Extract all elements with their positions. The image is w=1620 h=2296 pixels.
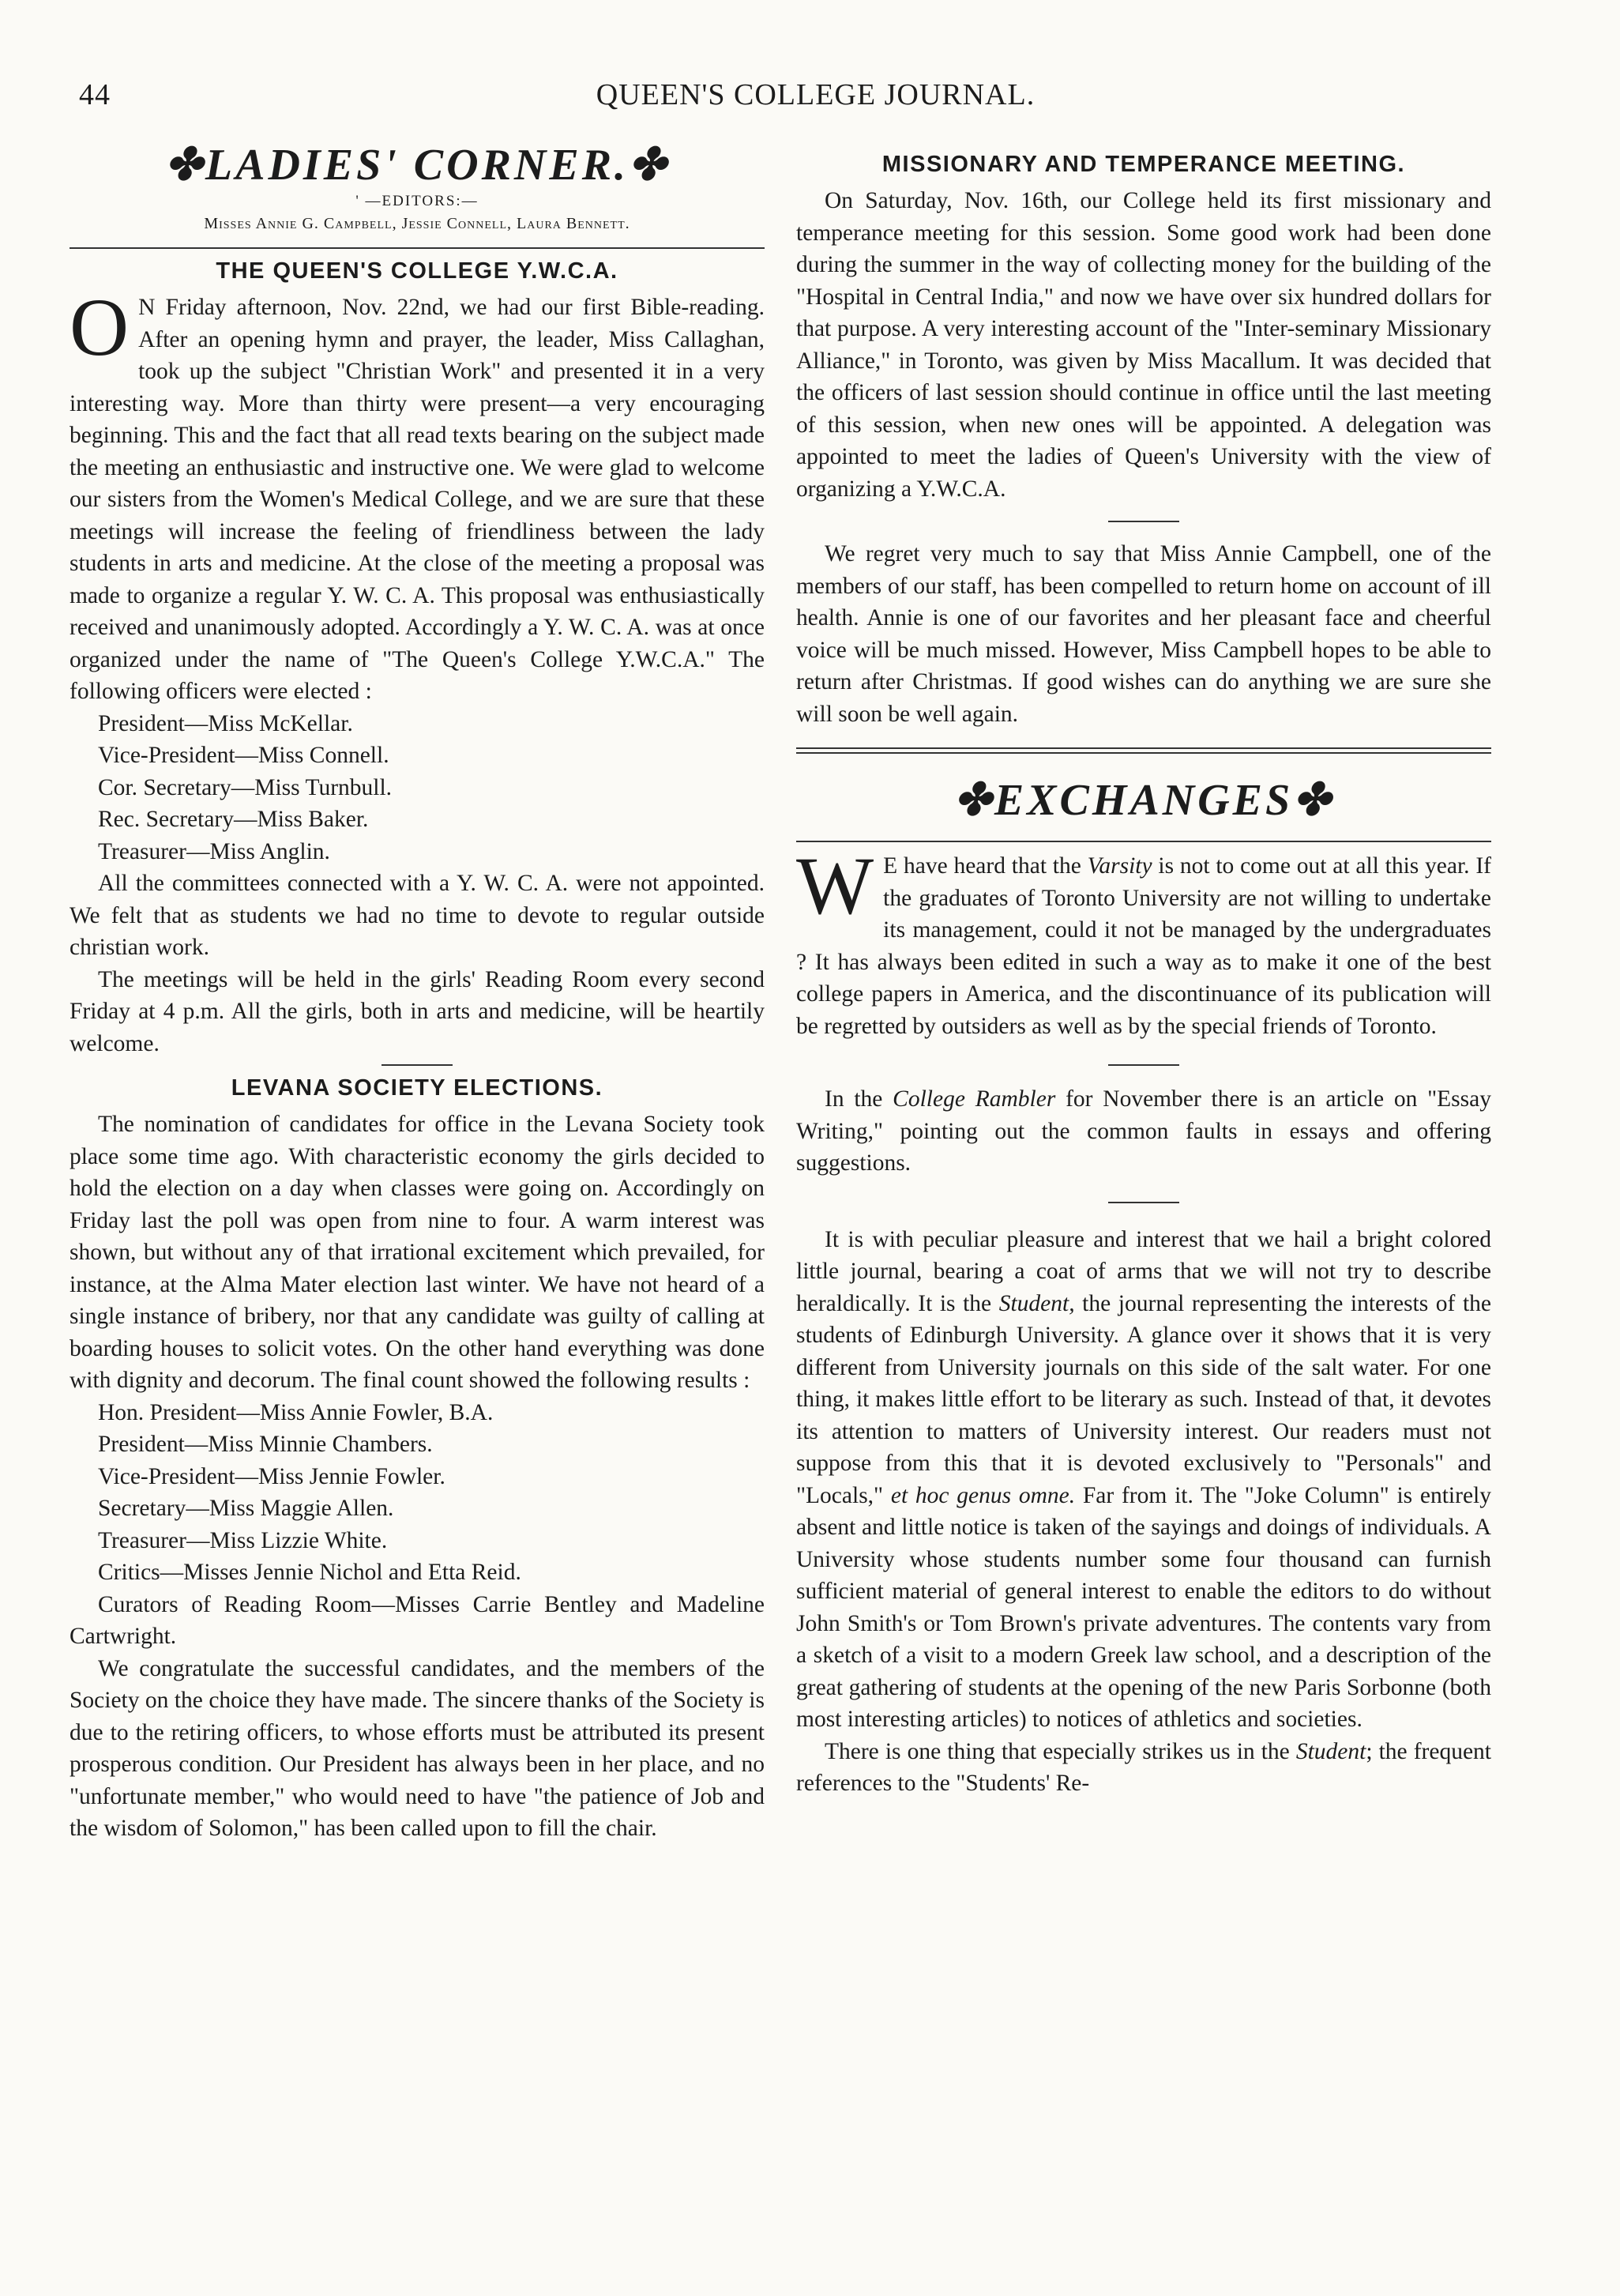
missionary-heading: MISSIONARY AND TEMPERANCE MEETING.: [881, 152, 1406, 177]
list-item: Critics—Misses Jennie Nichol and Etta Reid.: [98, 1560, 521, 1585]
divider-rule: [382, 1064, 453, 1066]
right-column: [796, 139, 1491, 1800]
divider-rule: [1108, 1064, 1179, 1066]
list-item: Rec. Secretary—Miss Baker.: [98, 807, 369, 832]
exchanges-paragraph-2: [796, 1083, 1491, 1180]
editors-names: Misses Annie G. Campbell, Jessie Connell, Laura Bennett.: [204, 215, 630, 232]
drop-cap: O: [70, 282, 130, 373]
exchanges-paragraph-3: [796, 1224, 1491, 1736]
editors-label: ' —EDITORS:—: [355, 193, 479, 209]
left-column: [70, 139, 765, 1845]
ywca-p1-text: N Friday afternoon, Nov. 22nd, we had our first Bible-reading. After an opening hymn and prayer, the leader, Miss Callaghan, took up the subject "Christian Work" and presented it in a very interesting way. More than thirty were present—a very encouraging beginning. This and the fact that all read texts bearing on the subject made the meeting an enthusiastic and instructive one. We were glad to welcome our sisters from the Women's Medical College, and we are sure that these meetings will increase the feeling of friendliness between the lady students in arts and medicine. At the close of the meeting a proposal was made to organize a regular Y. W. C. A. This proposal was enthusiastically received and unanimously adopted. Accordingly a Y. W. C. A. was at once organized under the name of "The Queen's College Y.W.C.A." The following officers were elected :: [70, 295, 765, 704]
student-title: Student,: [998, 1290, 1075, 1316]
list-item: President—Miss Minnie Chambers.: [98, 1432, 433, 1457]
latin-phrase: et hoc genus omne.: [890, 1482, 1076, 1508]
exchanges-paragraph-1: [796, 841, 1491, 1042]
varsity-title: Varsity: [1087, 853, 1152, 879]
exchanges-title: ✤EXCHANGES✤: [953, 776, 1334, 825]
ladies-corner-title: ✤LADIES' CORNER.✤: [165, 141, 669, 190]
levana-paragraph-1: The nomination of candidates for office in the Levana Society took place some time ago. With characteristic economy the girls decided to hold the election on a day when classes were going on. Accordingly on Friday last the poll was open from nine to four. A warm interest was shown, but without any of that irrational excitement which prevailed, for instance, at the Alma Mater election last winter. We have not heard of a single instance of bribery, nor that any candidate was guilty of calling at boarding houses to solicit votes. On the other hand everything was done with dignity and decorum. The final count showed the following results :: [70, 1112, 765, 1393]
list-item: Cor. Secretary—Miss Turnbull.: [98, 774, 393, 800]
ywca-paragraph-1: [70, 282, 765, 708]
running-head: [79, 77, 1552, 125]
missionary-paragraph-2: We regret very much to say that Miss Annie Campbell, one of the members of our staff, has been compelled to return home on account of ill health. Annie is one of our favorites and her pleasant face and cheerful voice will be much missed. However, Miss Campbell hopes to be able to return after Christmas. If good wishes can do anything we are sure she will soon be well again.: [796, 541, 1491, 727]
list-item: President—Miss McKellar.: [98, 710, 353, 736]
exchanges-paragraph-4: [796, 1736, 1491, 1800]
list-item: Hon. President—Miss Annie Fowler, B.A.: [98, 1399, 494, 1425]
divider-rule: [1108, 1202, 1179, 1203]
levana-results-list: [70, 1397, 765, 1589]
exchanges-p2-text: In the: [825, 1086, 893, 1112]
ywca-officers-list: [70, 708, 765, 868]
exchanges-p4-text: There is one thing that especially strikes us in the: [825, 1738, 1296, 1764]
page-number: 44: [79, 78, 111, 111]
exchanges-p2-text-2: for November there is an article on "Essay Writing," pointing out the common faults in essays and offering suggestions.: [796, 1086, 1491, 1176]
list-item: Vice-President—Miss Jennie Fowler.: [98, 1463, 445, 1489]
exchanges-p1-text: E have heard that the: [883, 853, 1088, 879]
divider-rule: [1108, 521, 1179, 522]
exchanges-p4-text-2: ; the frequent references to the "Students' Re-: [796, 1738, 1491, 1796]
student-title-2: Student: [1295, 1738, 1366, 1764]
ywca-paragraph-3: The meetings will be held in the girls' Reading Room every second Friday at 4 p.m. All the girls, both in arts and medicine, will be heartily welcome.: [70, 966, 765, 1056]
levana-curators: Curators of Reading Room—Misses Carrie Bentley and Madeline Cartwright.: [70, 1591, 765, 1649]
divider-rule: [70, 247, 765, 249]
ywca-heading: THE QUEEN'S COLLEGE Y.W.C.A.: [216, 258, 618, 284]
exchanges-p3-text-3: Far from it. The "Joke Column" is entirely absent and little notice is taken of the sayings and doings of individuals. A University whose students number some four thousand can furnish sufficient material of general interest to enable the editors to do without John Smith's or Tom Brown's private adventures. The contents vary from a sketch of a visit to a modern Greek law school, and a description of the great gathering of students at the opening of the new Paris Sorbonne (both most interesting articles) to notices of athletics and societies.: [796, 1482, 1491, 1732]
list-item: Treasurer—Miss Anglin.: [98, 838, 330, 864]
list-item: Treasurer—Miss Lizzie White.: [98, 1527, 388, 1553]
journal-title: QUEEN'S COLLEGE JOURNAL.: [596, 78, 1036, 111]
missionary-paragraph-1: On Saturday, Nov. 16th, our College held its first missionary and temperance meeting for this session. Some good work had been done during the summer in the way of collecting money for the building of the "Hospital in Central India," and now we have over six hundred dollars for that purpose. A very interesting account of the "Inter-seminary Missionary Alliance," in Toronto, was given by Miss Macallum. It was decided that the officers of last session should continue in office until the last meeting of this session, when new ones will be appointed. A delegation was appointed to meet the ladies of Queen's University with the view of organizing a Y.W.C.A.: [796, 188, 1491, 502]
double-divider-rule: [796, 747, 1491, 754]
ywca-paragraph-2: All the committees connected with a Y. W. C. A. were not appointed. We felt that as students we had no time to devote to regular outside christian work.: [70, 871, 765, 960]
drop-cap: W: [796, 841, 874, 932]
levana-heading: LEVANA SOCIETY ELECTIONS.: [231, 1075, 603, 1101]
exchanges-p3-text: It is with peculiar pleasure and interest that we hail a bright colored little journal, bearing a coat of arms that we will not try to describe heraldically. It is the: [796, 1226, 1491, 1316]
divider-rule: [796, 841, 1491, 842]
levana-paragraph-2: We congratulate the successful candidates, and the members of the Society on the choice they have made. The sincere thanks of the Society is due to the retiring officers, to whose efforts must be attributed its present prosperous condition. Our President has always been in her place, and no "unfortunate member," who would need to have "the patience of Job and the wisdom of Solomon," has been called upon to fill the chair.: [70, 1655, 765, 1841]
exchanges-p1-text-2: is not to come out at all this year. If the graduates of Toronto University are not willing to undertake its management, could it not be managed by the undergraduates ? It has always been edited in such a way as to make it one of the best college papers in America, and the discontinuance of its publication will be regretted by outsiders as well as by the special friends of Toronto.: [796, 853, 1491, 1039]
list-item: Secretary—Miss Maggie Allen.: [98, 1496, 394, 1521]
rambler-title: College Rambler: [893, 1086, 1056, 1112]
exchanges-p3-text-2: the journal representing the interests of the students of Edinburgh University. A glance over it shows that it is very different from University journals on this side of the salt water. For one thing, it makes little effort to be literary as such. Instead of that, it devotes its attention to matters of University interest. Our readers must not suppose from this that it is devoted exclusively to "Personals" and "Locals,": [796, 1290, 1491, 1508]
list-item: Vice-President—Miss Connell.: [98, 743, 389, 768]
